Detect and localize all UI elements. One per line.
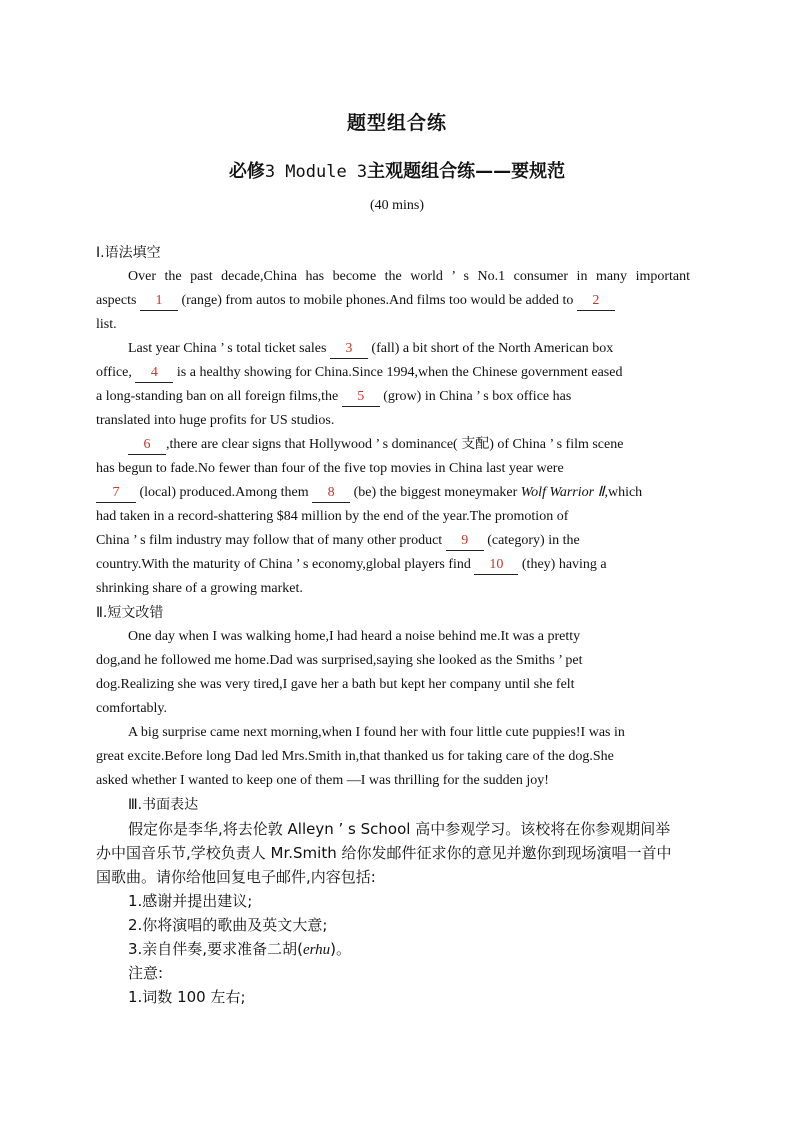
writing-prompt-line: 国歌曲。请你给他回复电子邮件,内容包括: bbox=[96, 868, 376, 886]
subtitle-prefix: 必修 bbox=[228, 161, 265, 182]
passage-line: comfortably. bbox=[96, 701, 168, 716]
passage-line: 6 ,there are clear signs that Hollywood ’ s dominance( 支配) of China ’ s film scene bbox=[128, 435, 690, 455]
blank-3[interactable]: 3 bbox=[330, 341, 368, 359]
movie-title: Wolf Warrior Ⅱ bbox=[520, 485, 605, 500]
passage-line: dog,and he followed me home.Dad was surprised,saying she looked as the Smiths ’ pet bbox=[96, 653, 583, 668]
passage-line: country.With the maturity of China ’ s economy,global players find 10 (they) having a bbox=[96, 555, 690, 575]
writing-prompt-line: 办中国音乐节,学校负责人 Mr.Smith 给你发邮件征求你的意见并邀你到现场演唱一首中 bbox=[96, 844, 672, 862]
writing-prompt-line: 假定你是李华,将去伦敦 Alleyn ’ s School 高中参观学习。该校将在你参观期间举 bbox=[128, 820, 671, 838]
passage-line: great excite.Before long Dad led Mrs.Smith in,that thanked us for taking care of the dog.She bbox=[96, 749, 614, 764]
blank-9[interactable]: 9 bbox=[446, 533, 484, 551]
passage-line: A big surprise came next morning,when I found her with four little cute puppies!I was in bbox=[128, 725, 625, 740]
page-subtitle bbox=[0, 157, 794, 183]
passage-line: list. bbox=[96, 317, 117, 332]
passage-line: Last year China ’ s total ticket sales 3 (fall) a bit short of the North American box bbox=[128, 339, 688, 359]
passage-line: has begun to fade.No fewer than four of the five top movies in China last year were bbox=[96, 461, 564, 476]
passage-line: dog.Realizing she was very tired,I gave her a bath but kept her company until she felt bbox=[96, 677, 575, 692]
subtitle-code: 3 Module 3 bbox=[264, 162, 368, 182]
blank-10[interactable]: 10 bbox=[474, 557, 518, 575]
requirement-item: 3.亲自伴奏,要求准备二胡(erhu)。 bbox=[128, 940, 352, 958]
passage-line: a long-standing ban on all foreign films,the 5 (grow) in China ’ s box office has bbox=[96, 387, 656, 407]
time-limit: (40 mins) bbox=[369, 198, 425, 213]
passage-line: aspects 1 (range) from autos to mobile phones.And films too would be added to 2 bbox=[96, 291, 686, 311]
blank-5[interactable]: 5 bbox=[342, 389, 380, 407]
blank-8[interactable]: 8 bbox=[312, 485, 350, 503]
page-title: 题型组合练 bbox=[346, 112, 447, 134]
passage-line: shrinking share of a growing market. bbox=[96, 581, 303, 596]
note-item: 1.词数 100 左右; bbox=[128, 988, 246, 1006]
passage-line: asked whether I wanted to keep one of them —I was thrilling for the sudden joy! bbox=[96, 773, 549, 788]
passage-line: translated into huge profits for US studios. bbox=[96, 413, 335, 428]
passage-line: 7 (local) produced.Among them 8 (be) the biggest moneymaker Wolf Warrior Ⅱ,which bbox=[96, 483, 690, 503]
section-heading-writing: Ⅲ.书面表达 bbox=[128, 797, 199, 813]
subtitle-suffix: 主观题组合练——要规范 bbox=[367, 161, 566, 182]
passage-line: office, 4 is a healthy showing for China.Since 1994,when the Chinese government eased bbox=[96, 363, 690, 383]
blank-7[interactable]: 7 bbox=[96, 485, 136, 503]
blank-1[interactable]: 1 bbox=[140, 293, 178, 311]
passage-line: had taken in a record-shattering $84 million by the end of the year.The promotion of bbox=[96, 509, 569, 524]
requirement-item: 2.你将演唱的歌曲及英文大意; bbox=[128, 916, 328, 934]
requirement-item: 1.感谢并提出建议; bbox=[128, 892, 253, 910]
section-heading-error-correction: Ⅱ.短文改错 bbox=[96, 605, 164, 621]
passage-line: Over the past decade,China has become the world ’ s No.1 consumer in many important bbox=[128, 269, 690, 284]
section-heading-grammar: Ⅰ.语法填空 bbox=[96, 245, 161, 261]
note-heading: 注意: bbox=[128, 964, 164, 982]
blank-2[interactable]: 2 bbox=[577, 293, 615, 311]
passage-line: China ’ s film industry may follow that of many other product 9 (category) in the bbox=[96, 531, 656, 551]
blank-4[interactable]: 4 bbox=[135, 365, 173, 383]
blank-6[interactable]: 6 bbox=[128, 437, 166, 455]
passage-line: One day when I was walking home,I had heard a noise behind me.It was a pretty bbox=[128, 629, 581, 644]
